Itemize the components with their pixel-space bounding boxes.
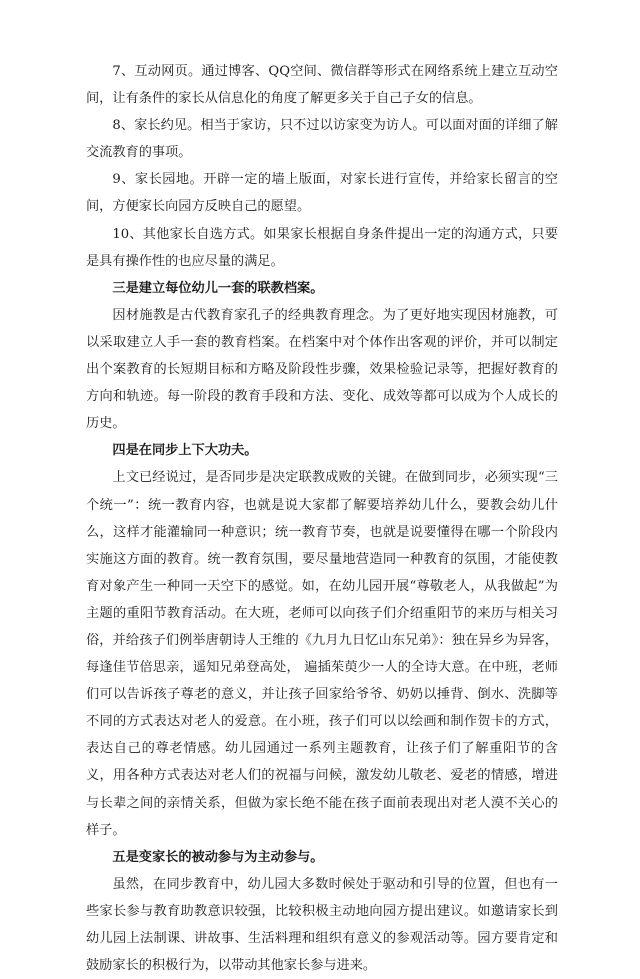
section-heading-synchronization: 四是在同步上下大功夫。 [112, 443, 258, 459]
paragraph-parent-appointment: 8、家长约见。相当于家访，只不过以访家变为访人。可以面对面的详细了解交流教育的事项。 [86, 118, 558, 161]
paragraph-active-participation: 虽然，在同步教育中，幼儿园大多数时候处于驱动和引导的位置，但也有一些家长参与教育助教意识较强，比较积极主动地向园方提出建议。如邀请家长到幼儿园上法制课、讲故事、生活料理和组织有意义的参观活动等。园方要肯定和鼓励家长的积极行为，以带动其他家长参与进来。 [86, 876, 558, 974]
paragraph-other-methods: 10、其他家长自选方式。如果家长根据自身条件提出一定的沟通方式，只要是具有操作性的也应尽量的满足。 [86, 226, 558, 269]
document-body [86, 58, 558, 979]
paragraph-archive: 因材施教是古代教育家孔子的经典教育理念。为了更好地实现因材施教，可以采取建立人手一套的教育档案。在档案中对个体作出客观的评价，并可以制定出个案教育的长短期目标和方略及阶段性步骤，效果检验记录等，把握好教育的方向和轨迹。每一阶段的教育手段和方法、变化、成效等都可以成为个人成长的历史。 [86, 307, 558, 432]
paragraph-interactive-webpage: 7、互动网页。通过博客、QQ空间、微信群等形式在网络系统上建立互动空间，让有条件的家长从信息化的角度了解更多关于自己子女的信息。 [86, 64, 558, 107]
paragraph-synchronization: 上文已经说过，是否同步是决定联教成败的关键。在做到同步，必须实现“三个统一”：统一教育内容，也就是说大家都了解要培养幼儿什么，要教会幼儿什么，这样才能灌输同一种意识；统一教育节奏，也就是说要懂得在哪一个阶段内实施这方面的教育。统一教育氛围，要尽量地营造同一种教育的氛围，才能使教育对象产生一种同一天空下的感觉。如，在幼儿园开展“尊敬老人，从我做起”为主题的重阳节教育活动。在大班，老师可以向孩子们介绍重阳节的来历与相关习俗，并给孩子们例举唐朝诗人王维的《九月九日忆山东兄弟》：独在异乡为异客， 每逢佳节倍思亲，遥知兄弟登高处， 遍插茱萸少一人的全诗大意。在中班，老师们可以告诉孩子尊老的意义，并让孩子回家给爷爷、奶奶以捶背、倒水、洗脚等不同的方式表达对老人的爱意。在小班，孩子们可以以绘画和制作贺卡的方式，表达自己的尊老情感。幼儿园通过一系列主题教育，让孩子们了解重阳节的含义，用各种方式表达对老人们的祝福与问候，激发幼儿敬老、爱老的情感，增进与长辈之间的亲情关系，但做为家长绝不能在孩子面前表现出对老人漠不关心的样子。 [86, 470, 558, 838]
paragraph-parent-garden: 9、家长园地。开辟一定的墙上版面，对家长进行宣传，并给家长留言的空间，方便家长向园方反映自己的愿望。 [86, 172, 558, 215]
section-heading-active-participation: 五是变家长的被动参与为主动参与。 [112, 849, 324, 865]
section-heading-archive: 三是建立每位幼儿一套的联教档案。 [112, 280, 324, 296]
